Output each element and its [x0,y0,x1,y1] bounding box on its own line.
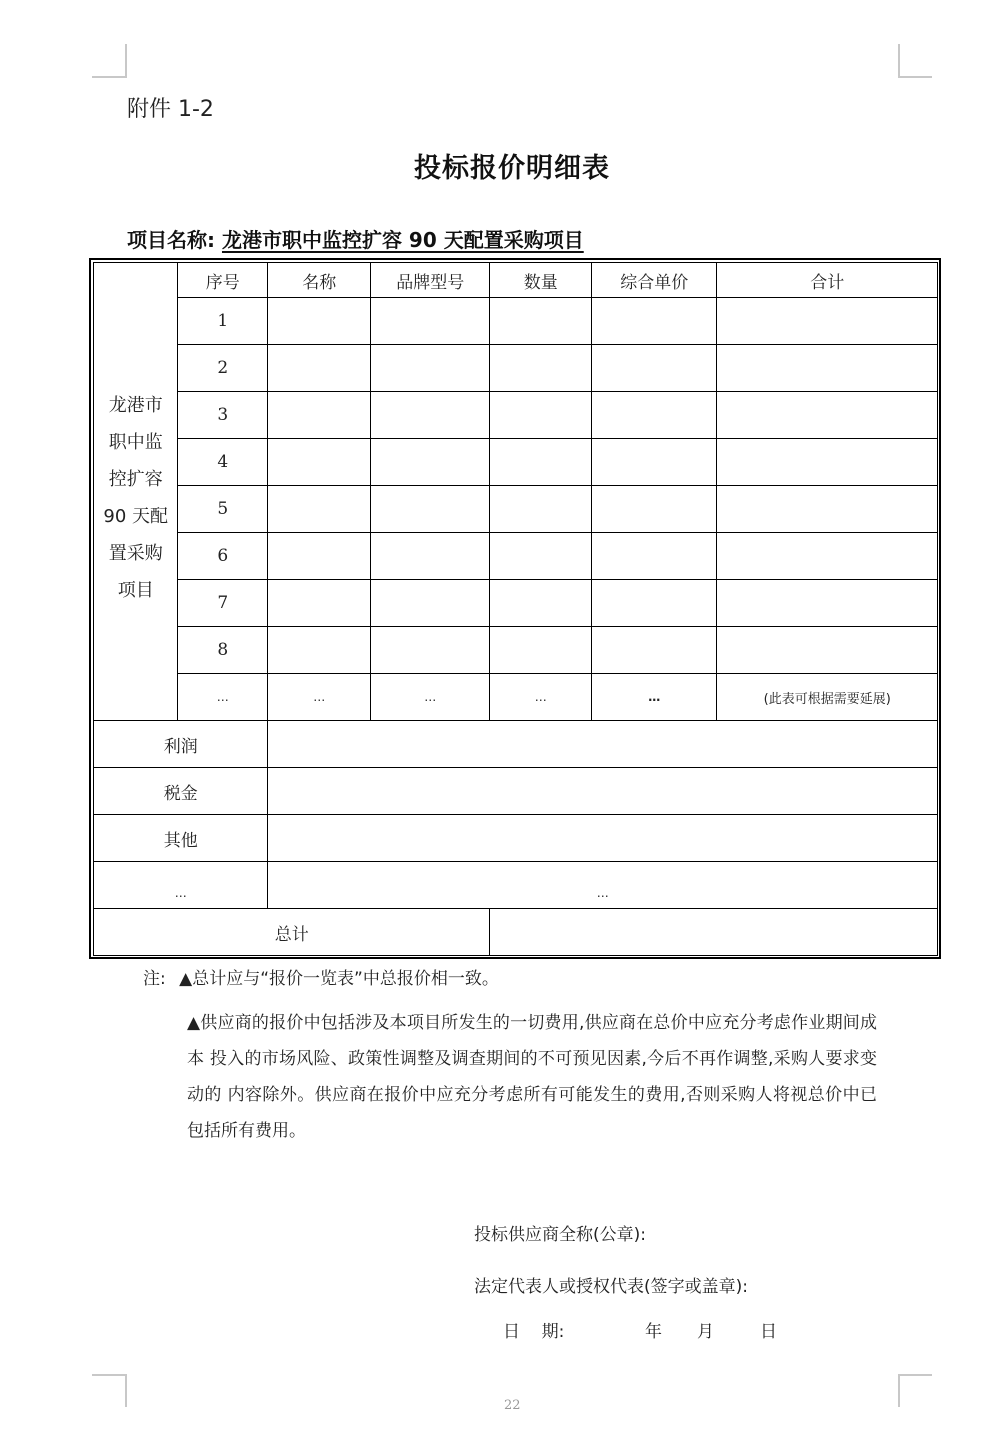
project-name: 龙港市职中监控扩容 90 天配置采购项目 [221,228,584,252]
row-index: 3 [177,391,268,439]
side-project-label [93,262,178,721]
row-cell[interactable] [591,579,717,627]
row-cell[interactable] [267,485,371,533]
crop-mark-top-right [898,44,900,77]
row-cell[interactable] [267,297,371,345]
crop-mark-top-left [125,44,127,77]
row-cell[interactable] [489,438,592,486]
row-cell[interactable] [370,438,490,486]
ellipsis-cell: … [591,673,717,721]
row-index: 2 [177,344,268,392]
grand-total-label: 总计 [93,908,490,956]
row-cell[interactable] [716,626,938,674]
row-cell[interactable] [267,344,371,392]
row-index: 1 [177,297,268,345]
row-cell[interactable] [591,438,717,486]
crop-mark-top-right [898,76,932,78]
date-label: 日 期: [503,1322,565,1342]
crop-mark-bottom-right [898,1374,932,1376]
crop-mark-bottom-left [125,1374,127,1407]
date-day: 日 [760,1322,777,1342]
row-cell[interactable] [489,391,592,439]
row-cell[interactable] [489,344,592,392]
row-index: 6 [177,532,268,580]
note-total-consistency: ▲总计应与“报价一览表”中总报价相一致。 [179,969,499,989]
row-cell[interactable] [489,532,592,580]
row-cell[interactable] [489,297,592,345]
row-cell[interactable] [489,485,592,533]
tax-value[interactable] [267,767,938,815]
row-cell[interactable] [716,532,938,580]
header-unit-price: 综合单价 [591,262,717,298]
row-index: 8 [177,626,268,674]
row-cell[interactable] [370,532,490,580]
row-cell[interactable] [267,438,371,486]
project-label: 项目名称: [127,228,215,252]
row-cell[interactable] [716,438,938,486]
row-cell[interactable] [267,626,371,674]
row-cell[interactable] [489,579,592,627]
crop-mark-bottom-right [898,1374,900,1407]
row-cell[interactable] [591,626,717,674]
row-index: 7 [177,579,268,627]
crop-mark-bottom-left [92,1374,127,1376]
side-label-line: 置采购 [108,542,163,564]
row-cell[interactable] [489,626,592,674]
header-brand-model: 品牌型号 [370,262,490,298]
row-cell[interactable] [716,344,938,392]
row-index: 4 [177,438,268,486]
ellipsis-cell: … [177,673,268,721]
row-cell[interactable] [591,391,717,439]
row-cell[interactable] [267,532,371,580]
header-name: 名称 [267,262,371,298]
representative-line: 法定代表人或授权代表(签字或盖章): [474,1277,748,1297]
profit-value[interactable] [267,720,938,768]
header-quantity: 数量 [489,262,592,298]
row-cell[interactable] [716,579,938,627]
more-label: … [93,861,268,909]
row-cell[interactable] [591,485,717,533]
header-total: 合计 [716,262,938,298]
row-cell[interactable] [716,485,938,533]
row-cell[interactable] [370,485,490,533]
side-label-line: 90 天配 [103,505,169,527]
ellipsis-cell: … [489,673,592,721]
other-value[interactable] [267,814,938,862]
side-label-line: 项目 [117,579,154,601]
grand-total-value[interactable] [489,908,938,956]
supplier-name-line: 投标供应商全称(公章): [474,1225,646,1245]
date-month: 月 [697,1322,714,1342]
note-line-1 [143,964,499,989]
other-label: 其他 [93,814,268,862]
ellipsis-cell: … [370,673,490,721]
project-line [127,224,584,253]
attachment-label: 附件 1-2 [127,97,214,122]
row-cell[interactable] [370,391,490,439]
row-cell[interactable] [370,626,490,674]
note-prefix: 注: [143,969,166,989]
row-cell[interactable] [591,532,717,580]
row-cell[interactable] [370,344,490,392]
row-cell[interactable] [267,579,371,627]
row-cell[interactable] [591,344,717,392]
page-title: 投标报价明细表 [414,153,610,184]
header-index: 序号 [177,262,268,298]
page-number: 22 [504,1398,521,1413]
side-label-line: 职中监 [108,431,163,453]
row-cell[interactable] [591,297,717,345]
quote-table [94,263,939,957]
row-cell[interactable] [716,297,938,345]
row-cell[interactable] [370,579,490,627]
crop-mark-top-left [92,76,127,78]
row-cell[interactable] [716,391,938,439]
date-year: 年 [645,1322,662,1342]
more-value: … [267,861,938,909]
side-label-line: 龙港市 [108,394,163,416]
ellipsis-cell: … [267,673,371,721]
row-index: 5 [177,485,268,533]
row-cell[interactable] [370,297,490,345]
profit-label: 利润 [93,720,268,768]
side-label-line: 控扩容 [108,468,163,490]
note-paragraph: ▲供应商的报价中包括涉及本项目所发生的一切费用,供应商在总价中应充分考虑作业期间成本 投入的市场风险、政策性调整及调查期间的不可预见因素,今后不再作调整,采购人要求变动的 内容除外。供应商在报价中应充分考虑所有可能发生的费用,否则采购人将视总价中已包括所有费用。 [187,1013,877,1141]
extend-note: (此表可根据需要延展) [716,673,938,721]
row-cell[interactable] [267,391,371,439]
tax-label: 税金 [93,767,268,815]
